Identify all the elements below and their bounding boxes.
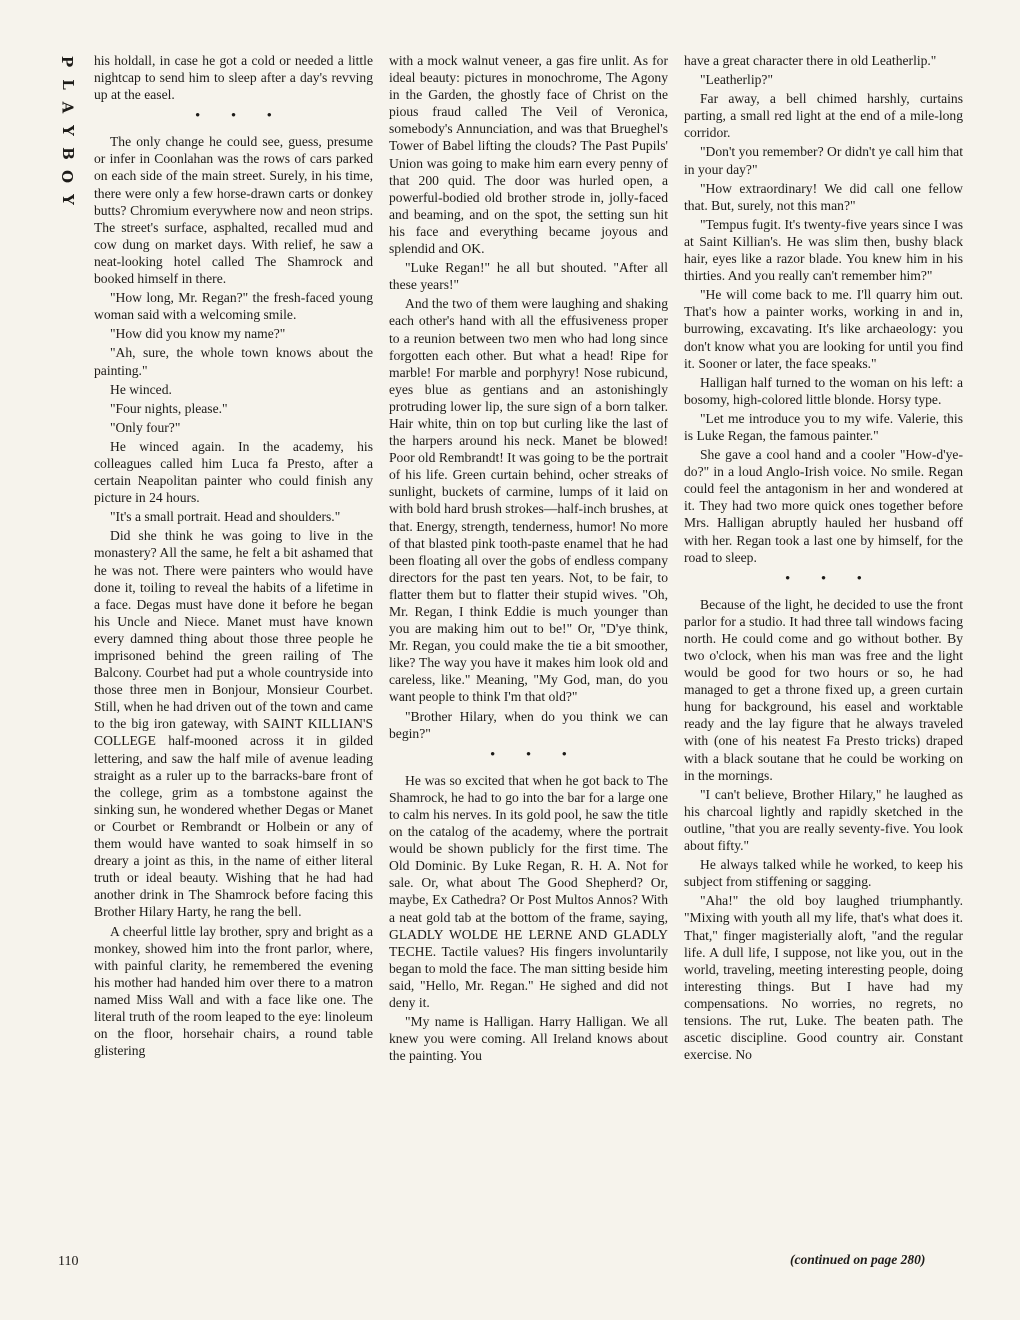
paragraph: "Only four?" <box>110 419 181 435</box>
text-column-2 <box>389 52 668 1284</box>
page-number: 110 <box>58 1254 79 1269</box>
paragraph: A cheerful little lay brother, spry and bright as a monkey, showed him into the front parlor, where, with painful clarity, he remembered the evening his mother had handed him over there to a matron named Miss Wall and with a face like one. The literal truth of the room leaped to the eye: linoleum on the floor, horsehair chairs, a round table glistering <box>94 923 373 1059</box>
paragraph: "I can't believe, Brother Hilary," he laughed as his charcoal lightly and rapidly sketched in the outline, "that you are really seventy-five. You look about fifty." <box>684 786 963 854</box>
paragraph: He was so excited that when he got back to The Shamrock, he had to go into the bar for a large one to calm his nerves. In its gold pool, he saw the title on the catalog of the academy, where the portrait would be shown publicly for the first time. The Old Dominic. By Luke Regan, R. H. A. Not for sale. Or, what about The Good Shepherd? Or, maybe, Ex Cathedra? Or Post Multos Annos? With a neat gold tab at the bottom of the frame, saying, GLADLY WOLDE HE LERNE AND GLADLY TECHE. Tactile values? His fingers involuntarily began to mold the face. The man sitting beside him said, "Hello, Mr. Regan." He sighed and did not deny it. <box>389 772 668 1010</box>
paragraph: with a mock walnut veneer, a gas fire unlit. As for ideal beauty: pictures in monochrome, The Agony in the Garden, the ghostly face of Christ on the pious fraud called The Veil of Veronica, somebody's Annunciation, and was that Brueghel's Tower of Babel lifting the clouds? The Past Pupils' Union was going to make him earn every penny of that 200 quid. The door was hurled open, a powerful-bodied old brother strode in, jolly-faced and beaming, and on the spot, the setting sun hit his face and everything became joyous and splendid and OK. <box>389 53 668 257</box>
masthead-letter: Y <box>58 194 77 205</box>
masthead-letter: Y <box>58 125 77 136</box>
section-break: • • • <box>195 107 286 123</box>
paragraph: "It's a small portrait. Head and shoulders." <box>110 509 341 525</box>
paragraph: "Brother Hilary, when do you think we can begin?" <box>389 708 668 741</box>
masthead-letter: P <box>58 55 77 68</box>
paragraph: Halligan half turned to the woman on his left: a bosomy, high-colored little blonde. Horsy type. <box>684 374 963 407</box>
masthead-letter: B <box>58 147 77 160</box>
section-break: • • • <box>490 745 581 761</box>
paragraph: The only change he could see, guess, presume or infer in Coonlahan was the rows of cars parked on each side of the main street. Surely, in his time, there were only a few horse-drawn carts or donkey butts? Chromium everywhere now and neon strips. The street's surface, asphalted, recalled mud and cow dung on market days. With relief, he saw a neat-looking hotel called The Shamrock and booked himself in there. <box>94 134 373 287</box>
paragraph: "Aha!" the old boy laughed triumphantly. "Mixing with youth all my life, that's what does it. That," finger magisterially aloft, "and the regular life. A dull life, I suppose, not like you, out in the world, traveling, meeting interesting people, doing interesting things. But I have had my compensations. No worries, no regrets, no tensions. The rut, Luke. The beaten path. The ascetic discipline. Good country air. Constant exercise. No <box>684 893 963 1063</box>
paragraph: "He will come back to me. I'll quarry him out. That's how a painter works, working in and in, burrowing, excavating. It's like archaeology: you don't know what you are looking for until you find it. Sooner or later, the face speaks." <box>684 287 963 371</box>
paragraph: He winced. <box>110 381 172 397</box>
paragraph: He winced again. In the academy, his colleagues called him Luca fa Presto, after a certain Neapolitan painter who could finish any picture in 24 hours. <box>94 438 373 506</box>
text-column-1 <box>94 52 373 1284</box>
section-break: • • • <box>785 569 876 585</box>
continued-note: (continued on page 280) <box>790 1252 926 1267</box>
paragraph: Far away, a bell chimed harshly, curtains parting, a small red light at the end of a mile-long corridor. <box>684 91 963 141</box>
paragraph: "How long, Mr. Regan?" the fresh-faced young woman said with a welcoming smile. <box>94 290 373 323</box>
paragraph: his holdall, in case he got a cold or needed a little nightcap to send him to sleep after a day's revving up at the easel. <box>94 53 373 103</box>
paragraph: "How extraordinary! We did call one fellow that. But, surely, not this man?" <box>684 180 963 213</box>
masthead-letter: O <box>58 169 77 184</box>
paragraph: And the two of them were laughing and shaking each other's hand with all the effusiveness proper to a reunion between two men who had long since forgotten each other. But what a head! Ripe for marble! For marble and porphyry! Nose rubicund, eyes blue as gentians and an astonishingly protruding lower lip, the sure sign of a born talker. Hair white, thin on top but curling like the last of the harpers around his neck. Manet be blowed! Poor old Rembrandt! It was going to be the portrait of his life. Green curtain behind, ocher streaks of sunlight, buckets of carmine, lumps of it laid on with bold hard brush strokes—half-inch brushes, at that. Energy, strength, tenderness, humor! No more of that blasted pink tooth-paste enamel that he had been floating all over the gobs of endless company directors for the past ten years. Not, to be fair, to flatter them but to flatter their stupid wives. "Oh, Mr. Regan, I think Eddie is much younger than you are making him out to be!" Or, "D'ye think, Mr. Regan, you could make the tie a bit smoother, like? The way you have it makes him look old and careless, like." Meaning, "My God, man, do you want people to think I'm that old?" <box>389 296 668 705</box>
paragraph: have a great character there in old Leatherlip." <box>684 53 937 68</box>
paragraph: "Don't you remember? Or didn't ye call him that in your day?" <box>684 144 963 177</box>
masthead-letter: L <box>58 79 77 90</box>
paragraph: She gave a cool hand and a cooler "How-d'ye-do?" in a loud Anglo-Irish voice. No smile. Regan could feel the antagonism in her and wondered at it. They had two more quick ones together before Mrs. Halligan abruptly hauled her husband off with her. Regan took a last one by himself, for the road to sleep. <box>684 447 963 565</box>
paragraph: "Ah, sure, the whole town knows about the painting." <box>94 345 373 378</box>
paragraph: "Luke Regan!" he all but shouted. "After all these years!" <box>389 260 668 293</box>
masthead-vertical <box>58 50 76 211</box>
paragraph: "Leatherlip?" <box>700 72 773 88</box>
paragraph: "Tempus fugit. It's twenty-five years since I was at Saint Killian's. He was slim then, bushy black hair, eyes like a razor blade. You knew him in his thirties. And you really can't remember him?" <box>684 216 963 284</box>
text-column-3 <box>684 52 963 1284</box>
paragraph: Because of the light, he decided to use the front parlor for a studio. It had three tall windows facing north. He could come and go without bother. By two o'clock, when his man was free and the light would be good for two hours or so, he had managed to get a throne fixed up, a green curtain hung for background, his easel and worktable ready and the lay figure that he always traveled with (one of his neatest Fa Presto tricks) draped with a black soutane that he could be working on in the mornings. <box>684 596 963 783</box>
paragraph: "My name is Halligan. Harry Halligan. We all knew you were coming. All Ireland knows about the painting. You <box>389 1014 668 1064</box>
paragraph: "Four nights, please." <box>110 400 228 416</box>
paragraph: He always talked while he worked, to keep his subject from stiffening or sagging. <box>684 857 963 890</box>
paragraph: "How did you know my name?" <box>110 326 286 342</box>
paragraph: "Let me introduce you to my wife. Valerie, this is Luke Regan, the famous painter." <box>684 410 963 443</box>
masthead-letter: A <box>58 101 77 114</box>
paragraph: Did she think he was going to live in the monastery? All the same, he felt a bit ashamed that he was not. There were painters who would have done it, toiling to reveal the habits of a lifetime in a face. Degas must have done it before he began his Uncle and Niece. Manet must have known every damned thing about those three people he imprisoned behind the green railing of The Balcony. Courbet had put a whole countryside into those three men in Bonjour, Monsieur Courbet. Still, when he had driven out of the town and came to the big iron gateway, with SAINT KILLIAN'S COLLEGE half-mooned across it in gilded lettering, and saw the half mile of avenue leading straight as a ruler up to the barracks-bare front of the college, grim as a tombstone against the sinking sun, he wondered whether Degas or Manet or Courbet or Rembrandt or Holbein or any of them would have wanted to soak himself in so dreary a joint as this, in the name of either literal truth or ideal beauty. Wishing that he had had another drink in The Shamrock before facing this Brother Hilary Harty, he rang the bell. <box>94 528 373 920</box>
